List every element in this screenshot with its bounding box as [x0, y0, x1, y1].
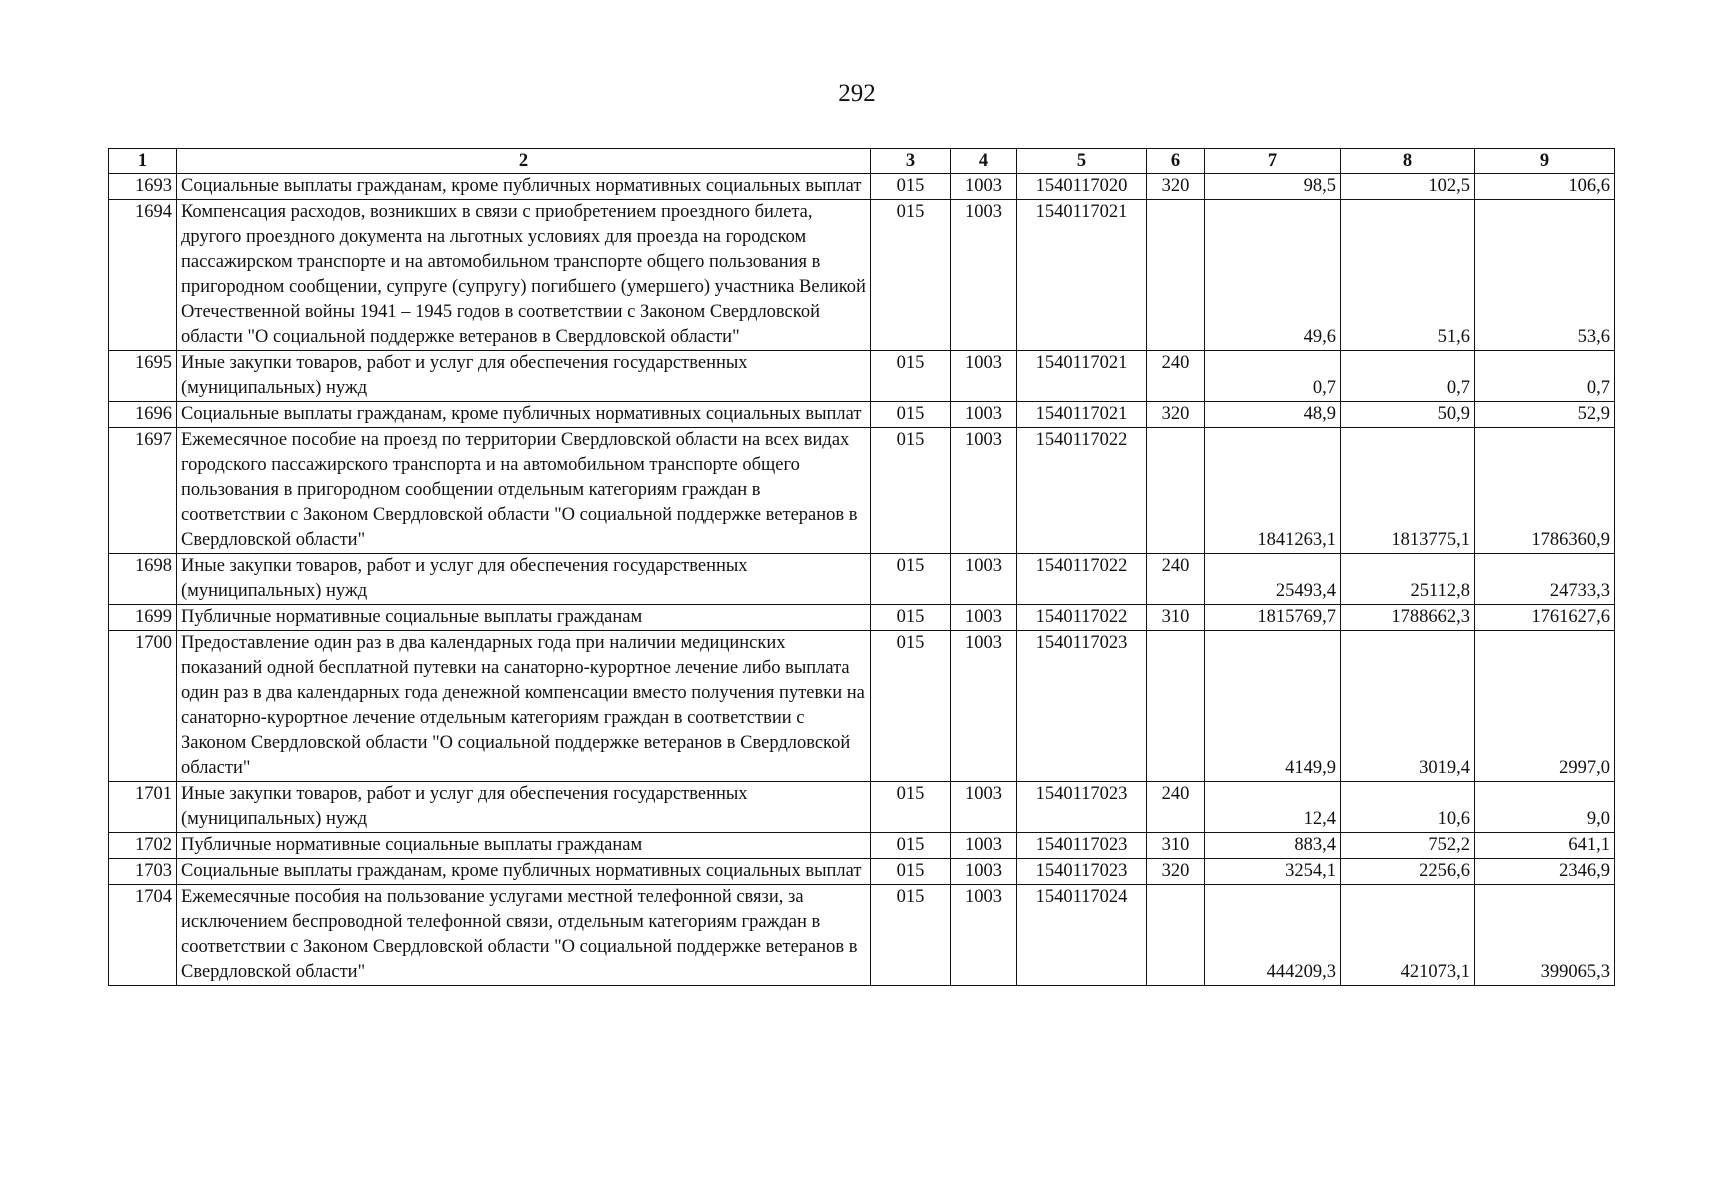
amount-col7: 444209,3: [1205, 885, 1341, 986]
amount-col7: 883,4: [1205, 833, 1341, 859]
expense-type-code: 240: [1147, 351, 1205, 402]
admin-code: 015: [871, 200, 951, 351]
amount-col9: 52,9: [1475, 402, 1615, 428]
section-code: 1003: [951, 885, 1017, 986]
amount-col8: 421073,1: [1341, 885, 1475, 986]
row-number: 1701: [109, 782, 177, 833]
expense-type-code: [1147, 200, 1205, 351]
amount-col7: 48,9: [1205, 402, 1341, 428]
amount-col9: 1761627,6: [1475, 605, 1615, 631]
row-number: 1696: [109, 402, 177, 428]
amount-col8: 51,6: [1341, 200, 1475, 351]
amount-col8: 50,9: [1341, 402, 1475, 428]
row-number: 1697: [109, 428, 177, 554]
table-row: [109, 631, 1615, 782]
amount-col7: 25493,4: [1205, 554, 1341, 605]
col-header-2: 2: [177, 149, 871, 174]
item-name: Публичные нормативные социальные выплаты гражданам: [177, 833, 871, 859]
item-name: Социальные выплаты гражданам, кроме публичных нормативных социальных выплат: [177, 174, 871, 200]
row-number: 1704: [109, 885, 177, 986]
row-number: 1695: [109, 351, 177, 402]
amount-col9: 641,1: [1475, 833, 1615, 859]
page-number: 292: [838, 80, 876, 107]
amount-col8: 752,2: [1341, 833, 1475, 859]
section-code: 1003: [951, 428, 1017, 554]
amount-col7: 1815769,7: [1205, 605, 1341, 631]
amount-col7: 98,5: [1205, 174, 1341, 200]
table-row: [109, 554, 1615, 605]
row-number: 1694: [109, 200, 177, 351]
admin-code: 015: [871, 428, 951, 554]
item-name: Предоставление один раз в два календарных года при наличии медицинских показаний одной бесплатной путевки на санаторно-курортное лечение либо выплата один раз в два календарных года денежной компенсации вместо получения путевки на санаторно-курортное лечение отдельным категориям граждан в соответствии с Законом Свердловской области "О социальной поддержке ветеранов в Свердловской области": [177, 631, 871, 782]
row-number: 1699: [109, 605, 177, 631]
item-name: Иные закупки товаров, работ и услуг для обеспечения государственных (муниципальных) нужд: [177, 351, 871, 402]
header-row: [109, 149, 1615, 174]
amount-col9: 0,7: [1475, 351, 1615, 402]
amount-col8: 0,7: [1341, 351, 1475, 402]
amount-col9: 2997,0: [1475, 631, 1615, 782]
amount-col7: 49,6: [1205, 200, 1341, 351]
admin-code: 015: [871, 782, 951, 833]
col-header-5: 5: [1017, 149, 1147, 174]
admin-code: 015: [871, 885, 951, 986]
amount-col7: 1841263,1: [1205, 428, 1341, 554]
col-header-6: 6: [1147, 149, 1205, 174]
section-code: 1003: [951, 631, 1017, 782]
table-body: [109, 174, 1615, 986]
table-row: [109, 402, 1615, 428]
target-code: 1540117024: [1017, 885, 1147, 986]
section-code: 1003: [951, 605, 1017, 631]
budget-table: [108, 148, 1615, 986]
expense-type-code: [1147, 885, 1205, 986]
item-name: Ежемесячное пособие на проезд по территории Свердловской области на всех видах городского пассажирского транспорта и на автомобильном транспорте общего пользования в пригородном сообщении отдельным категориям граждан в соответствии с Законом Свердловской области "О социальной поддержке ветеранов в Свердловской области": [177, 428, 871, 554]
amount-col8: 102,5: [1341, 174, 1475, 200]
expense-type-code: [1147, 428, 1205, 554]
expense-type-code: 240: [1147, 554, 1205, 605]
section-code: 1003: [951, 782, 1017, 833]
expense-type-code: 320: [1147, 402, 1205, 428]
amount-col9: 24733,3: [1475, 554, 1615, 605]
row-number: 1698: [109, 554, 177, 605]
amount-col7: 3254,1: [1205, 859, 1341, 885]
admin-code: 015: [871, 631, 951, 782]
amount-col9: 106,6: [1475, 174, 1615, 200]
target-code: 1540117022: [1017, 428, 1147, 554]
col-header-4: 4: [951, 149, 1017, 174]
amount-col9: 53,6: [1475, 200, 1615, 351]
admin-code: 015: [871, 351, 951, 402]
item-name: Ежемесячные пособия на пользование услугами местной телефонной связи, за исключением беспроводной телефонной связи, отдельным категориям граждан в соответствии с Законом Свердловской области "О социальной поддержке ветеранов в Свердловской области": [177, 885, 871, 986]
amount-col8: 2256,6: [1341, 859, 1475, 885]
amount-col9: 9,0: [1475, 782, 1615, 833]
section-code: 1003: [951, 833, 1017, 859]
item-name: Компенсация расходов, возникших в связи с приобретением проездного билета, другого проездного документа на льготных условиях для проезда на городском пассажирском транспорте и на автомобильном транспорте общего пользования в пригородном сообщении, супруге (супругу) погибшего (умершего) участника Великой Отечественной войны 1941 – 1945 годов в соответствии с Законом Свердловской области "О социальной поддержке ветеранов в Свердловской области": [177, 200, 871, 351]
admin-code: 015: [871, 859, 951, 885]
amount-col7: 0,7: [1205, 351, 1341, 402]
amount-col9: 2346,9: [1475, 859, 1615, 885]
table-row: [109, 351, 1615, 402]
expense-type-code: 240: [1147, 782, 1205, 833]
row-number: 1700: [109, 631, 177, 782]
row-number: 1693: [109, 174, 177, 200]
target-code: 1540117021: [1017, 351, 1147, 402]
row-number: 1702: [109, 833, 177, 859]
expense-type-code: 310: [1147, 833, 1205, 859]
col-header-1: 1: [109, 149, 177, 174]
admin-code: 015: [871, 833, 951, 859]
amount-col8: 1788662,3: [1341, 605, 1475, 631]
table-row: [109, 174, 1615, 200]
target-code: 1540117021: [1017, 200, 1147, 351]
target-code: 1540117023: [1017, 833, 1147, 859]
amount-col9: 1786360,9: [1475, 428, 1615, 554]
amount-col8: 25112,8: [1341, 554, 1475, 605]
col-header-9: 9: [1475, 149, 1615, 174]
section-code: 1003: [951, 351, 1017, 402]
admin-code: 015: [871, 174, 951, 200]
amount-col7: 12,4: [1205, 782, 1341, 833]
section-code: 1003: [951, 200, 1017, 351]
expense-type-code: 320: [1147, 174, 1205, 200]
item-name: Публичные нормативные социальные выплаты гражданам: [177, 605, 871, 631]
target-code: 1540117022: [1017, 554, 1147, 605]
table-row: [109, 200, 1615, 351]
admin-code: 015: [871, 605, 951, 631]
item-name: Социальные выплаты гражданам, кроме публичных нормативных социальных выплат: [177, 402, 871, 428]
target-code: 1540117023: [1017, 782, 1147, 833]
expense-type-code: [1147, 631, 1205, 782]
table-row: [109, 428, 1615, 554]
row-number: 1703: [109, 859, 177, 885]
table-row: [109, 859, 1615, 885]
item-name: Социальные выплаты гражданам, кроме публичных нормативных социальных выплат: [177, 859, 871, 885]
amount-col8: 1813775,1: [1341, 428, 1475, 554]
amount-col7: 4149,9: [1205, 631, 1341, 782]
table-row: [109, 833, 1615, 859]
item-name: Иные закупки товаров, работ и услуг для обеспечения государственных (муниципальных) нужд: [177, 554, 871, 605]
amount-col8: 3019,4: [1341, 631, 1475, 782]
target-code: 1540117023: [1017, 631, 1147, 782]
target-code: 1540117020: [1017, 174, 1147, 200]
col-header-8: 8: [1341, 149, 1475, 174]
col-header-3: 3: [871, 149, 951, 174]
target-code: 1540117021: [1017, 402, 1147, 428]
target-code: 1540117023: [1017, 859, 1147, 885]
table-row: [109, 782, 1615, 833]
target-code: 1540117022: [1017, 605, 1147, 631]
amount-col9: 399065,3: [1475, 885, 1615, 986]
section-code: 1003: [951, 402, 1017, 428]
section-code: 1003: [951, 859, 1017, 885]
amount-col8: 10,6: [1341, 782, 1475, 833]
section-code: 1003: [951, 174, 1017, 200]
table-row: [109, 605, 1615, 631]
item-name: Иные закупки товаров, работ и услуг для обеспечения государственных (муниципальных) нужд: [177, 782, 871, 833]
admin-code: 015: [871, 402, 951, 428]
expense-type-code: 310: [1147, 605, 1205, 631]
expense-type-code: 320: [1147, 859, 1205, 885]
col-header-7: 7: [1205, 149, 1341, 174]
section-code: 1003: [951, 554, 1017, 605]
admin-code: 015: [871, 554, 951, 605]
table-row: [109, 885, 1615, 986]
